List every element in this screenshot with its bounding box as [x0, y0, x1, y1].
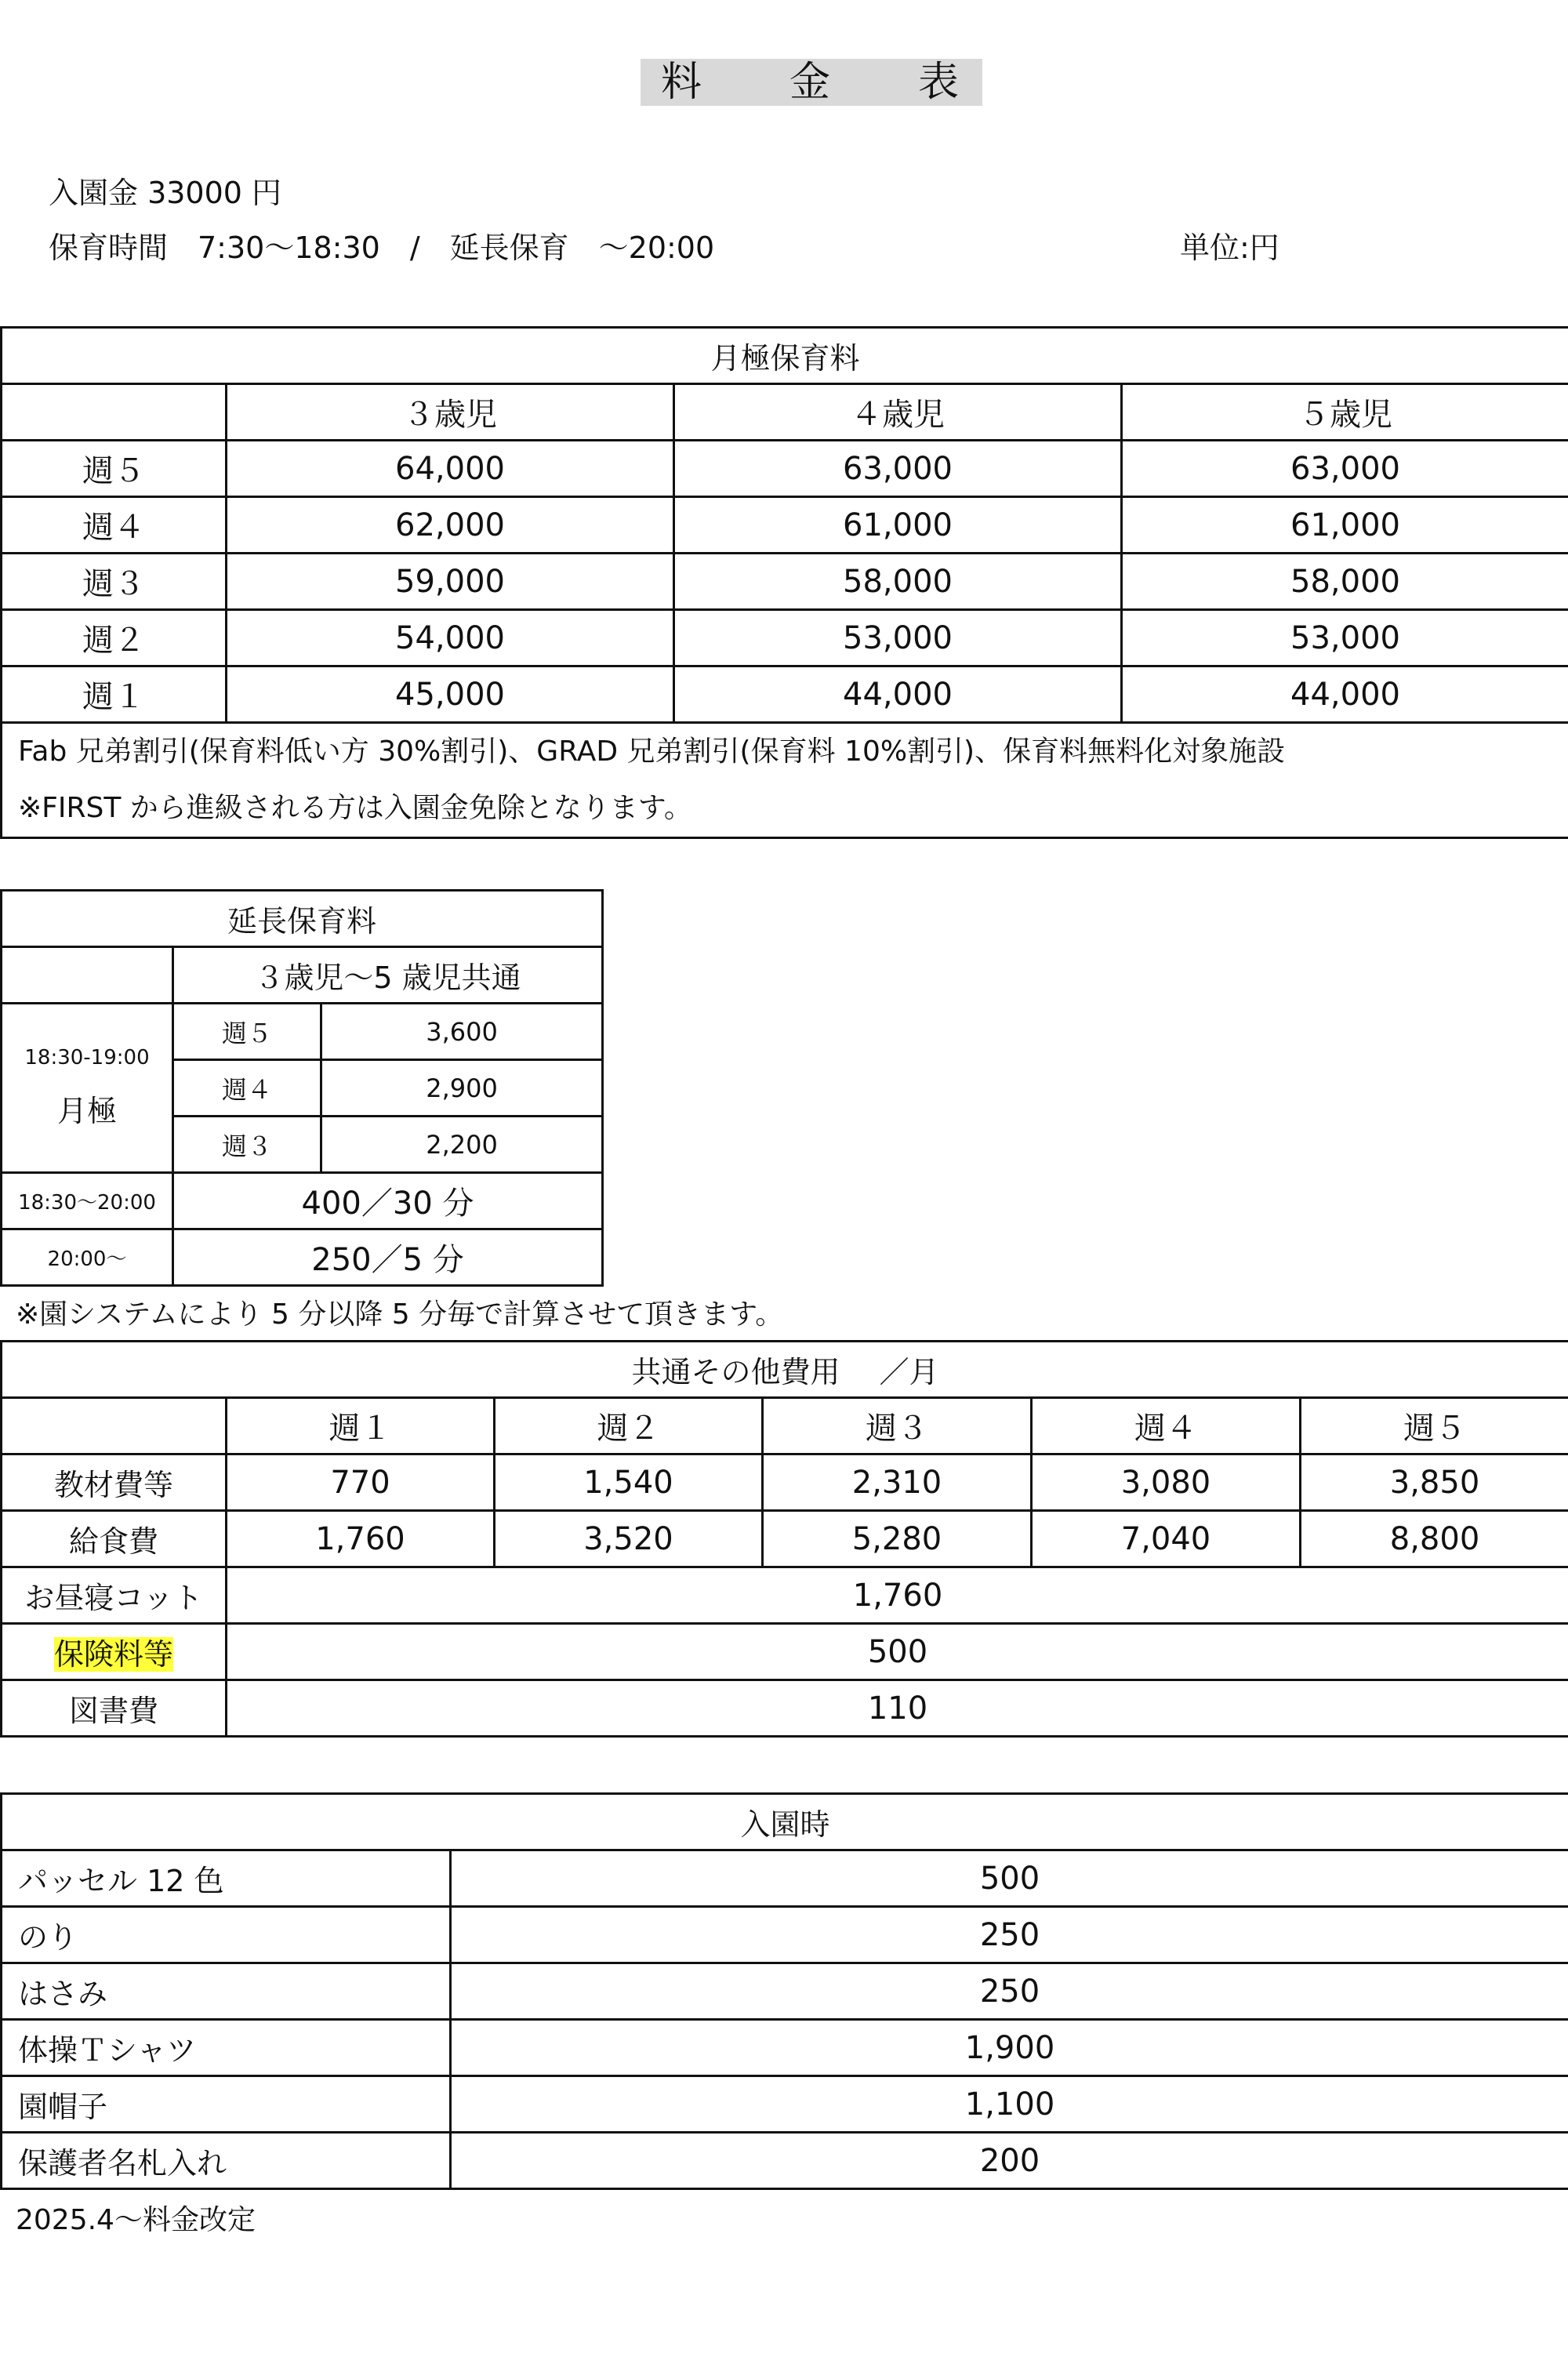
- fee-cell: 1,100: [451, 2076, 1568, 2133]
- table-row: [2, 1624, 1568, 1680]
- week-col-header: 週５: [1301, 1398, 1568, 1454]
- fee-cell: 44,000: [1122, 666, 1568, 723]
- item-label: パッセル 12 色: [2, 1850, 451, 1907]
- monthly-label: 月極: [56, 1094, 117, 1128]
- fee-cell: 3,080: [1032, 1454, 1301, 1511]
- monthly-col-header: ３歳児: [227, 384, 674, 441]
- fee-cell: 45,000: [227, 666, 674, 723]
- fee-cell: 62,000: [227, 497, 674, 554]
- admission-table: [0, 1792, 1568, 2190]
- other-title: 共通その他費用 ／月: [2, 1342, 1568, 1398]
- table-row: [2, 1963, 1568, 2020]
- fee-cell: 500: [227, 1624, 1568, 1680]
- highlighted-label: 保険料等: [53, 1637, 173, 1672]
- fee-cell: 1,540: [495, 1454, 763, 1511]
- fee-cell: 59,000: [227, 554, 674, 610]
- late-rate: 250／5 分: [173, 1229, 603, 1286]
- fee-cell: 58,000: [1122, 554, 1568, 610]
- fee-cell: 500: [451, 1850, 1568, 1907]
- extended-title: 延長保育料: [2, 891, 603, 947]
- fee-cell: 110: [227, 1680, 1568, 1737]
- table-row: [2, 497, 1568, 554]
- extended-note: ※園システムにより 5 分以降 5 分毎で計算させて頂きます。: [16, 1298, 784, 1331]
- table-row: [2, 2076, 1568, 2133]
- item-label: 体操Ｔシャツ: [2, 2020, 451, 2076]
- fee-cell: 2,310: [763, 1454, 1032, 1511]
- row-label: 週２: [2, 610, 227, 666]
- page-title: 料 金 表: [0, 49, 1568, 107]
- fee-cell: 1,900: [451, 2020, 1568, 2076]
- row-label: 週１: [2, 666, 227, 723]
- fee-cell: 64,000: [227, 441, 674, 497]
- item-label: はさみ: [2, 1963, 451, 2020]
- fee-cell: 63,000: [1122, 441, 1568, 497]
- fee-cell: 250: [451, 1907, 1568, 1963]
- fee-cell: 63,000: [674, 441, 1122, 497]
- row-label: 週４: [2, 497, 227, 554]
- monthly-title: 月極保育料: [2, 328, 1568, 384]
- table-row: [2, 1567, 1568, 1624]
- row-label: 給食費: [2, 1511, 227, 1567]
- extended-corner: [2, 947, 173, 1004]
- entrance-fee: 入園金 33000 円: [49, 176, 282, 210]
- fee-cell: 2,900: [321, 1060, 603, 1117]
- monthly-time-block: [2, 1004, 173, 1173]
- week-col-header: 週３: [763, 1398, 1032, 1454]
- fee-cell: 200: [451, 2133, 1568, 2189]
- fee-cell: 58,000: [674, 554, 1122, 610]
- fee-cell: 3,850: [1301, 1454, 1568, 1511]
- fee-cell: 53,000: [1122, 610, 1568, 666]
- fee-cell: 250: [451, 1963, 1568, 2020]
- monthly-col-header: ４歳児: [674, 384, 1122, 441]
- hourly-rate: 400／30 分: [173, 1173, 603, 1229]
- fee-cell: 53,000: [674, 610, 1122, 666]
- row-label: 図書費: [2, 1680, 227, 1737]
- sibling-discount-note: Fab 兄弟割引(保育料低い方 30%割引)、GRAD 兄弟割引(保育料 10%割引)、保育料無料化対象施設: [18, 735, 1286, 768]
- week-col-header: 週４: [1032, 1398, 1301, 1454]
- table-row: [2, 441, 1568, 497]
- fee-cell: 3,600: [321, 1004, 603, 1060]
- monthly-notes: [2, 723, 1568, 838]
- row-label: 週５: [173, 1004, 321, 1060]
- row-label: [2, 1624, 227, 1680]
- other-fees-table: [0, 1340, 1568, 1738]
- row-label: 教材費等: [2, 1454, 227, 1511]
- row-label: 週５: [2, 441, 227, 497]
- table-row: [2, 554, 1568, 610]
- fee-cell: 1,760: [227, 1567, 1568, 1624]
- table-row: [2, 1511, 1568, 1567]
- monthly-fee-table: [0, 326, 1568, 839]
- table-row: [2, 1850, 1568, 1907]
- fee-cell: 44,000: [674, 666, 1122, 723]
- item-label: 園帽子: [2, 2076, 451, 2133]
- table-row: [2, 610, 1568, 666]
- care-hours: 保育時間 7:30〜18:30 / 延長保育 〜20:00: [49, 231, 715, 265]
- monthly-col-header: ５歳児: [1122, 384, 1568, 441]
- row-label: 週３: [173, 1117, 321, 1173]
- fee-cell: 7,040: [1032, 1511, 1301, 1567]
- fee-cell: 8,800: [1301, 1511, 1568, 1567]
- revision-note: 2025.4〜料金改定: [16, 2204, 256, 2236]
- first-exemption-note: ※FIRST から進級される方は入園金免除となります。: [18, 792, 692, 824]
- row-label: 週３: [2, 554, 227, 610]
- fee-cell: 1,760: [227, 1511, 495, 1567]
- week-col-header: 週１: [227, 1398, 495, 1454]
- extended-care-table: [0, 889, 604, 1287]
- unit-label: 単位:円: [1180, 231, 1279, 265]
- fee-cell: 770: [227, 1454, 495, 1511]
- table-row: [2, 666, 1568, 723]
- table-row: [2, 1680, 1568, 1737]
- fee-cell: 61,000: [1122, 497, 1568, 554]
- row-label: 週４: [173, 1060, 321, 1117]
- row-label: お昼寝コット: [2, 1567, 227, 1624]
- fee-cell: 54,000: [227, 610, 674, 666]
- fee-cell: 3,520: [495, 1511, 763, 1567]
- admission-title: 入園時: [2, 1794, 1568, 1850]
- monthly-corner: [2, 384, 227, 441]
- table-row: [2, 2020, 1568, 2076]
- item-label: 保護者名札入れ: [2, 2133, 451, 2189]
- time-range-label: 18:30-19:00: [24, 1046, 150, 1069]
- extended-common-label: ３歳児〜5 歳児共通: [173, 947, 603, 1004]
- time-range-label: 18:30〜20:00: [2, 1173, 173, 1229]
- other-corner: [2, 1398, 227, 1454]
- table-row: [2, 1454, 1568, 1511]
- table-row: [2, 2133, 1568, 2189]
- fee-cell: 2,200: [321, 1117, 603, 1173]
- week-col-header: 週２: [495, 1398, 763, 1454]
- fee-cell: 61,000: [674, 497, 1122, 554]
- table-row: [2, 1907, 1568, 1963]
- item-label: のり: [2, 1907, 451, 1963]
- fee-cell: 5,280: [763, 1511, 1032, 1567]
- time-range-label: 20:00〜: [2, 1229, 173, 1286]
